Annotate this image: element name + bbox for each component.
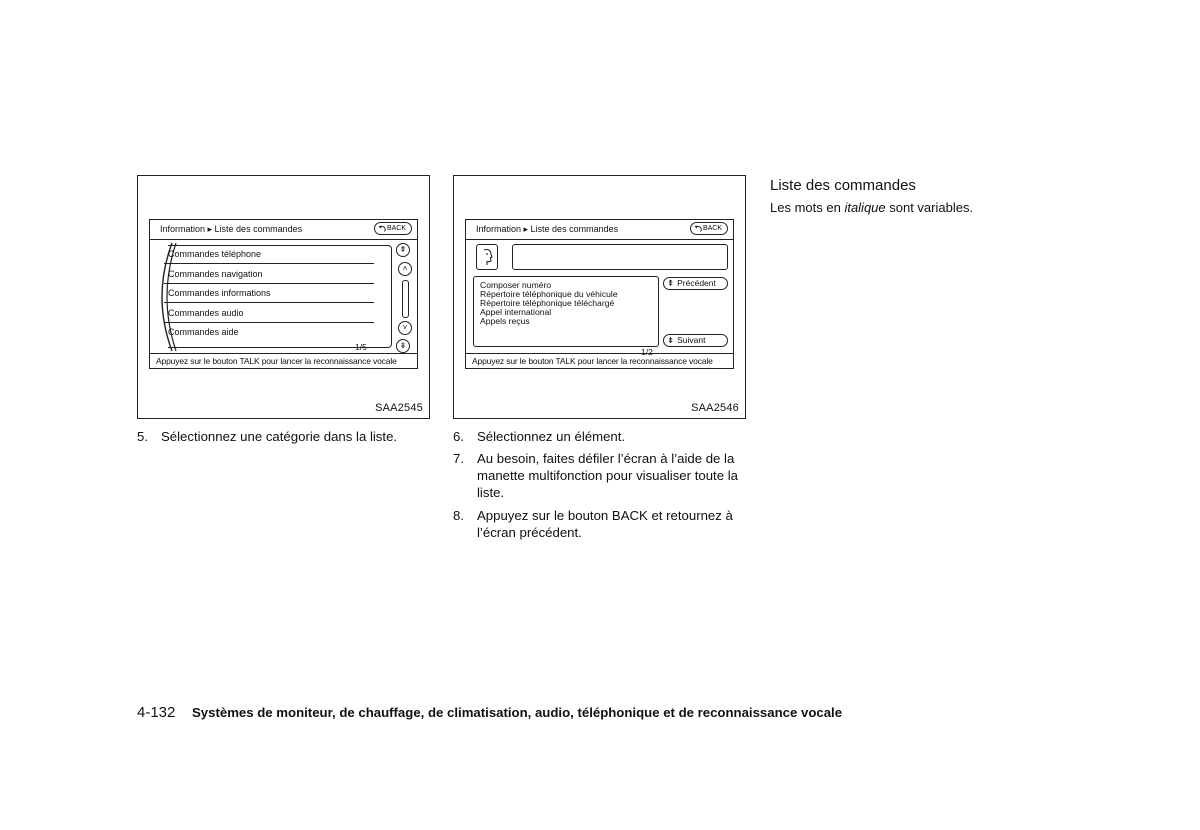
breadcrumb: Information ▸ Liste des commandes [476,224,619,234]
section-intro: Les mots en italique sont variables. [770,200,974,215]
back-label: BACK [702,225,722,232]
command-display-field [512,244,728,270]
list-item[interactable]: Appels reçus [480,316,530,326]
figure-saa2545 [137,175,430,419]
page-up-icon[interactable]: ⇞ [396,243,410,257]
screen-footer [150,353,417,368]
next-button[interactable] [663,334,728,347]
back-button[interactable] [690,222,728,235]
figure-code: SAA2545 [375,402,423,414]
back-arrow-icon [378,225,386,233]
page-indicator: 1/5 [355,342,367,352]
scroll-down-icon[interactable]: ˅ [398,321,412,335]
next-label: Suivant [677,335,706,345]
previous-button[interactable] [663,277,728,290]
list-item[interactable]: Composer numéro [480,280,552,290]
talk-hint: Appuyez sur le bouton TALK pour lancer la reconnaissance vocale [156,356,397,366]
screen-header [150,220,417,240]
screen-phone-commands [465,219,734,369]
list-item[interactable]: Répertoire téléphonique téléchargé [480,298,615,308]
page-down-icon[interactable]: ⇟ [396,339,410,353]
list-item-navigation[interactable]: Commandes navigation [164,265,374,284]
back-button[interactable] [374,222,412,235]
breadcrumb: Information ▸ Liste des commandes [160,224,303,234]
scrollbar[interactable] [402,280,409,318]
list-item-audio[interactable]: Commandes audio [164,304,374,323]
command-list [473,276,659,347]
page-indicator: 1/2 [641,347,653,357]
chapter-title: Systèmes de moniteur, de chauffage, de climatisation, audio, téléphonique et de reconnaissance vocale [192,705,843,720]
figure-saa2546 [453,175,746,419]
back-label: BACK [386,225,406,232]
scroll-up-icon[interactable]: ˄ [398,262,412,276]
voice-head-icon [476,244,498,270]
previous-label: Précédent [677,278,716,288]
page-number: 4-132 [137,704,176,721]
screen-footer [466,353,733,368]
list-item-telephone[interactable]: Commandes téléphone [164,245,374,264]
list-item-aide[interactable]: Commandes aide [168,327,239,337]
figure-code: SAA2546 [691,402,739,414]
screen-command-categories [149,219,418,369]
page-down-icon: ⇟ [667,335,675,345]
section-heading: Liste des commandes [770,177,916,194]
list-item[interactable]: Répertoire téléphonique du véhicule [480,289,618,299]
page-up-icon: ⇞ [667,278,675,288]
talk-hint: Appuyez sur le bouton TALK pour lancer la reconnaissance vocale [472,356,713,366]
list-item-informations[interactable]: Commandes informations [164,284,374,303]
back-arrow-icon [694,225,702,233]
screen-header [466,220,733,240]
list-item[interactable]: Appel international [480,307,552,317]
